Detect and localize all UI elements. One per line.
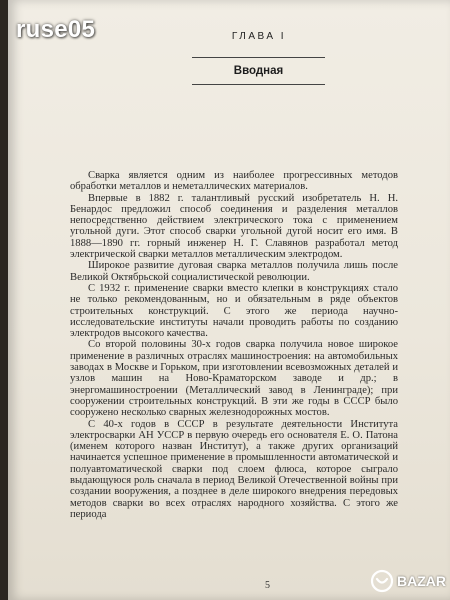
logo-text: BAZAR — [397, 573, 446, 589]
watermark-text: ruse05 — [16, 16, 96, 43]
paragraph: Сварка является одним из наиболее прогрессивных методов обработки металлов и неметаллических материалов. — [70, 170, 398, 193]
chapter-title-box — [192, 57, 325, 85]
paragraph: С 1932 г. применение сварки вместо клепки в конструкциях стало не только рекомендованным, но и обязательным в ряде объектов строительных конструкций. С этого же периода научно-исследовательские институты начали проводить работы по созданию электродов высокого качества. — [70, 282, 398, 340]
paragraph: Впервые в 1882 г. талантливый русский изобретатель Н. Н. Бенардос предложил способ соединения и разделения металлов непосредственно действием электрического тока с применением угольной дуги. Этот способ сварки угольной дугой носит его имя. В 1888—1890 гг. горный инженер Н. Г. Славянов разработал метод электрической сварки металлов металлическим электродом. — [70, 192, 398, 261]
body-text — [70, 170, 398, 520]
page-number: 5 — [265, 580, 270, 591]
book-page — [8, 0, 450, 600]
bazar-logo — [366, 566, 446, 596]
paragraph: С 40-х годов в СССР в результате деятельности Института электросварки АН УССР в первую очередь его основателя Е. О. Патона (именем которого назван Институт), а также других организаций начинается успешное применение в промышленности автоматической и полуавтоматической сварки под слоем флюса, которое сыграло выдающуюся роль сначала в период Великой Отечественной войны при создании вооружения, а позднее в деле широкого внедрения передовых методов сварки во всех отраслях народного хозяйства. С этого же периода — [70, 418, 398, 520]
paragraph: Со второй половины 30-х годов сварка получила новое широкое применение в различных отраслях машиностроения: на автомобильных заводах в Москве и Горьком, при изготовлении всевозможных деталей и узлов машин на Ново-Краматорском заводе и др.; в энергомашиностроении (Металлический завод в Ленинграде); при сооружении строительных конструкций. В эти же годы в СССР было сооружено несколько сварных железнодорожных мостов. — [70, 339, 398, 419]
chapter-title: Вводная — [233, 65, 284, 77]
paragraph: Широкое развитие дуговая сварка металлов получила лишь после Великой Октябрьской социалистической революции. — [70, 260, 398, 283]
chapter-label: ГЛАВА I — [231, 31, 287, 42]
bazar-logo-icon — [370, 569, 394, 593]
